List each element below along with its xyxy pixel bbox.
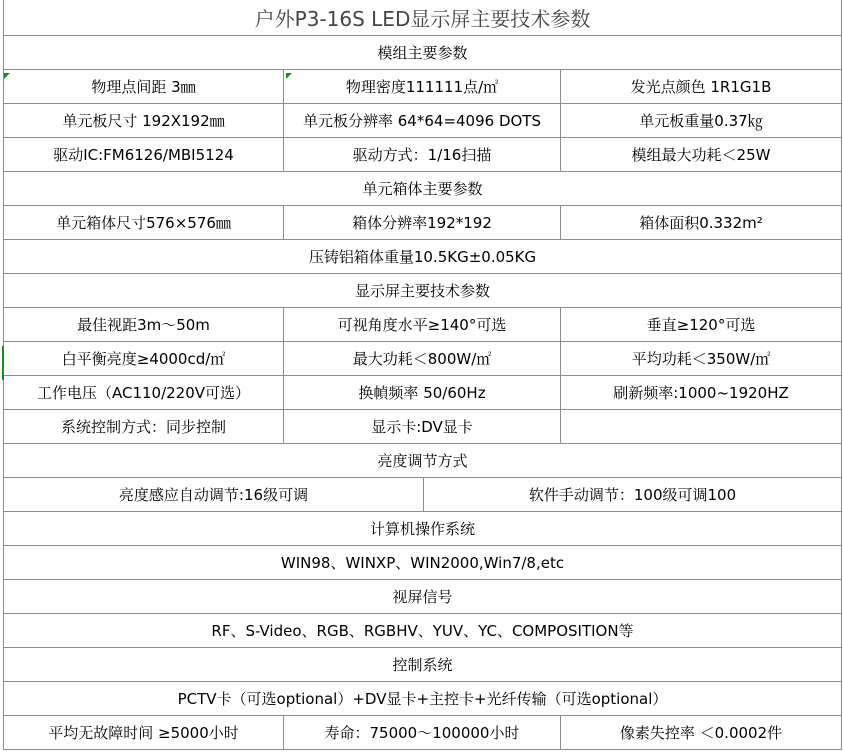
cell[interactable]: 平均功耗＜350W/㎡ bbox=[561, 342, 842, 376]
cell[interactable]: 箱体面积0.332m² bbox=[561, 206, 842, 240]
cell[interactable]: 最佳视距3m～50m bbox=[4, 308, 284, 342]
table-row bbox=[4, 546, 842, 580]
table-row bbox=[4, 410, 842, 444]
cabinet-header[interactable]: 单元箱体主要参数 bbox=[4, 172, 842, 206]
table-row bbox=[4, 206, 842, 240]
cell[interactable]: 物理点间距 3㎜ bbox=[4, 70, 284, 104]
table-row bbox=[4, 614, 842, 648]
cell[interactable]: 显示卡:DV显卡 bbox=[284, 410, 561, 444]
cell[interactable]: 换幀频率 50/60Hz bbox=[284, 376, 561, 410]
display-header[interactable]: 显示屏主要技术参数 bbox=[4, 274, 842, 308]
section-row bbox=[4, 444, 842, 478]
cell[interactable]: 单元板分辨率 64*64=4096 DOTS bbox=[284, 104, 561, 138]
cell[interactable]: 垂直≥120°可选 bbox=[561, 308, 842, 342]
cell[interactable]: 可视角度水平≥140°可选 bbox=[284, 308, 561, 342]
active-cell-edge bbox=[2, 346, 4, 380]
section-row bbox=[4, 580, 842, 614]
table-row bbox=[4, 240, 842, 274]
title-row bbox=[4, 0, 842, 36]
cell[interactable]: 物理密度111111点/㎡ bbox=[284, 70, 561, 104]
cell[interactable]: 发光点颜色 1R1G1B bbox=[561, 70, 842, 104]
table-row bbox=[4, 682, 842, 716]
cell[interactable]: PCTV卡（可选optional）+DV显卡+主控卡+光纤传输（可选optional） bbox=[4, 682, 842, 716]
brightness-header[interactable]: 亮度调节方式 bbox=[4, 444, 842, 478]
cell[interactable]: 驱动IC:FM6126/MBI5124 bbox=[4, 138, 284, 172]
sheet-title[interactable]: 户外P3-16S LED显示屏主要技术参数 bbox=[4, 0, 842, 36]
cell[interactable]: 单元板重量0.37㎏ bbox=[561, 104, 842, 138]
cell[interactable]: 平均无故障时间 ≥5000小时 bbox=[4, 716, 284, 750]
os-header[interactable]: 计算机操作系统 bbox=[4, 512, 842, 546]
cell[interactable] bbox=[561, 410, 842, 444]
cell[interactable]: 系统控制方式：同步控制 bbox=[4, 410, 284, 444]
cell[interactable]: 寿命：75000～100000小时 bbox=[284, 716, 561, 750]
table-row bbox=[4, 308, 842, 342]
table-row bbox=[4, 70, 842, 104]
cell[interactable]: 工作电压（AC110/220V可选） bbox=[4, 376, 284, 410]
cell[interactable]: 白平衡亮度≥4000cd/㎡ bbox=[4, 342, 284, 376]
cell[interactable]: 箱体分辨率192*192 bbox=[284, 206, 561, 240]
section-row bbox=[4, 648, 842, 682]
cell[interactable]: 最大功耗＜800W/㎡ bbox=[284, 342, 561, 376]
cell[interactable]: 刷新频率:1000~1920HZ bbox=[561, 376, 842, 410]
cell[interactable]: 压铸铝箱体重量10.5KG±0.05KG bbox=[4, 240, 842, 274]
cell[interactable]: 模组最大功耗＜25W bbox=[561, 138, 842, 172]
section-row bbox=[4, 274, 842, 308]
cell[interactable]: 软件手动调节：100级可调100 bbox=[424, 478, 842, 512]
module-header[interactable]: 模组主要参数 bbox=[4, 36, 842, 70]
cell-marker-icon bbox=[4, 73, 10, 79]
control-header[interactable]: 控制系统 bbox=[4, 648, 842, 682]
spec-sheet bbox=[3, 0, 841, 756]
table-row bbox=[4, 376, 842, 410]
cell[interactable]: 驱动方式：1/16扫描 bbox=[284, 138, 561, 172]
section-row bbox=[4, 36, 842, 70]
cell[interactable]: 像素失控率 ＜0.0002件 bbox=[561, 716, 842, 750]
cell[interactable]: 亮度感应自动调节:16级可调 bbox=[4, 478, 424, 512]
table-row bbox=[4, 104, 842, 138]
cell[interactable]: RF、S-Video、RGB、RGBHV、YUV、YC、COMPOSITION等 bbox=[4, 614, 842, 648]
cell[interactable]: WIN98、WINXP、WIN2000,Win7/8,etc bbox=[4, 546, 842, 580]
section-row bbox=[4, 512, 842, 546]
table-row bbox=[4, 138, 842, 172]
cell[interactable]: 单元箱体尺寸576×576㎜ bbox=[4, 206, 284, 240]
section-row bbox=[4, 172, 842, 206]
table-row bbox=[4, 716, 842, 750]
table-row bbox=[4, 342, 842, 376]
spec-table bbox=[3, 0, 842, 750]
cell-marker-icon bbox=[286, 73, 292, 79]
cell[interactable]: 单元板尺寸 192X192㎜ bbox=[4, 104, 284, 138]
signal-header[interactable]: 视屏信号 bbox=[4, 580, 842, 614]
table-row bbox=[4, 478, 842, 512]
